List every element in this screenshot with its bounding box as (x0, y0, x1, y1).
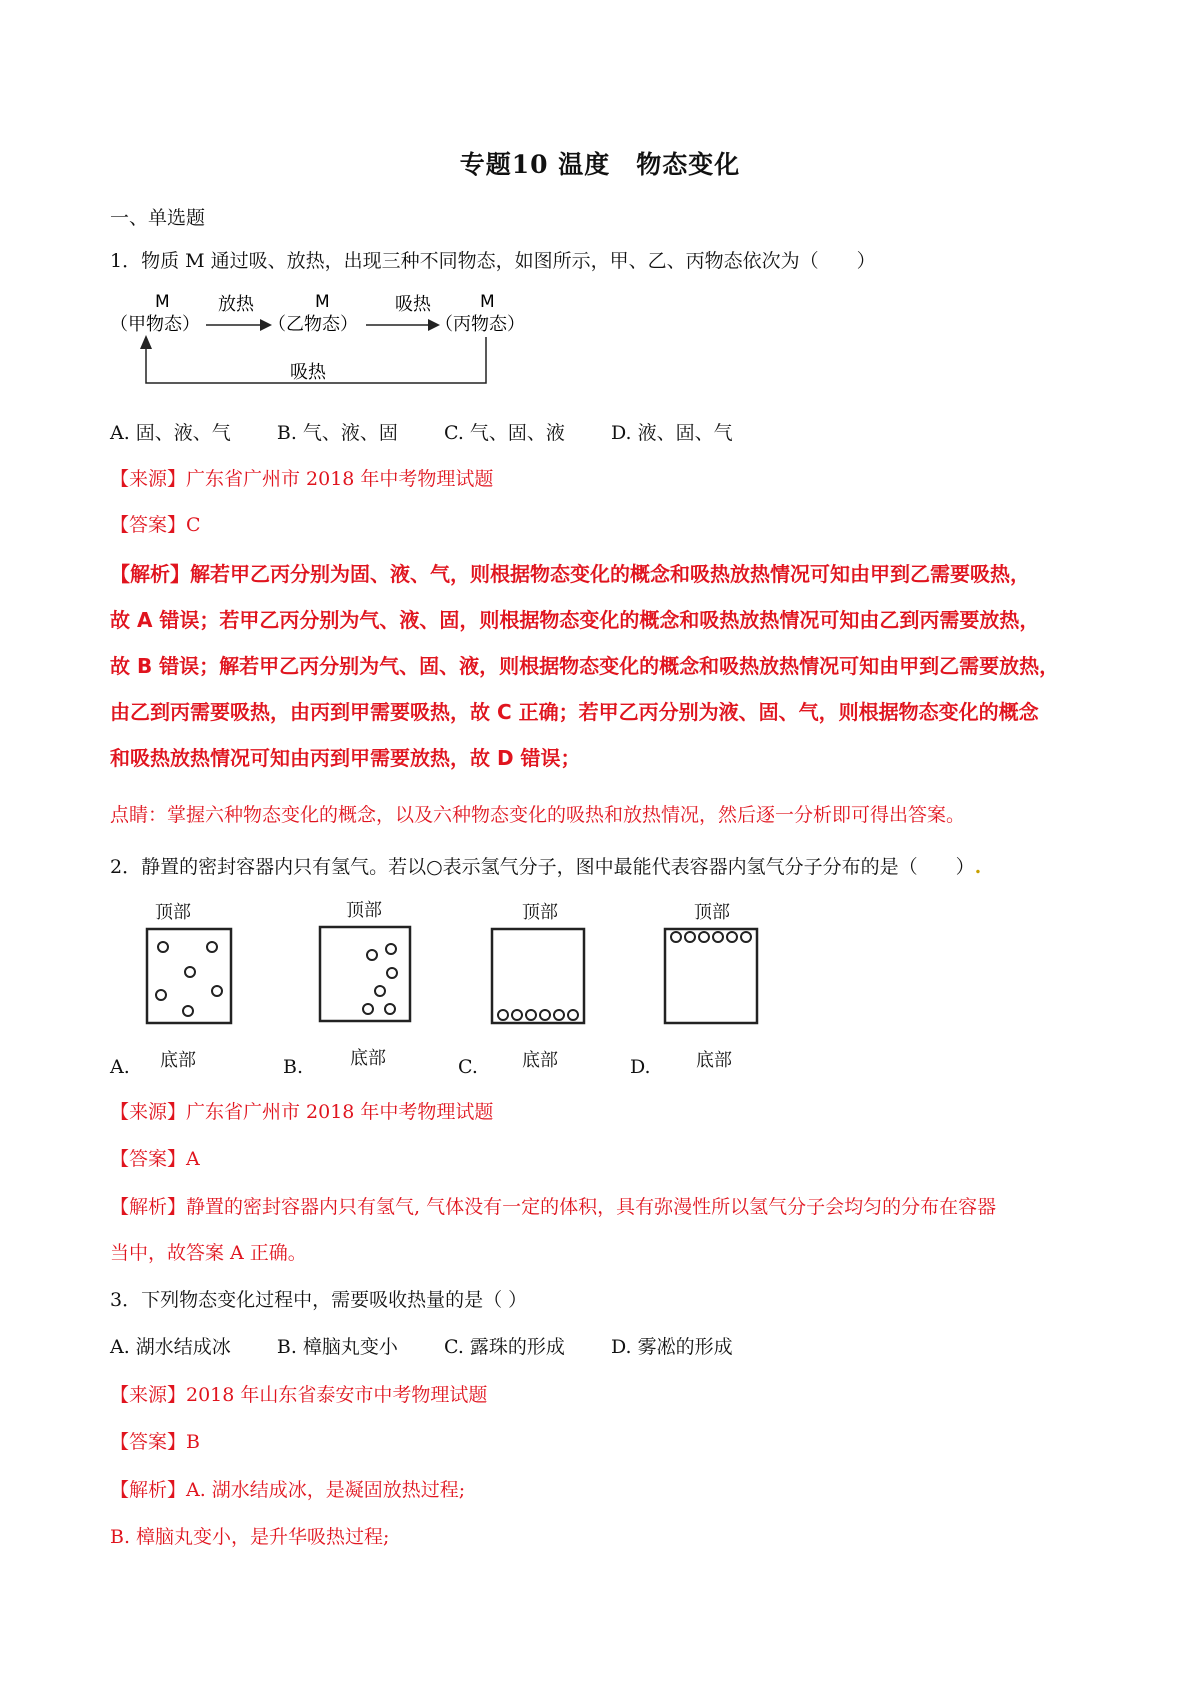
box-d-molecule (727, 932, 737, 942)
option-letter-b: B. (283, 1056, 304, 1078)
question-3-analysis-line-1: 【解析】A. 湖水结成冰，是凝固放热过程; (110, 1479, 466, 1501)
diagram-arrow-label-2: 吸热 (395, 294, 431, 315)
question-1-source: 【来源】广东省广州市 2018 年中考物理试题 (110, 468, 494, 490)
question-1-tip: 点睛：掌握六种物态变化的概念，以及六种物态变化的吸热和放热情况，然后逐一分析即可得出答案。 (110, 804, 966, 826)
question-2-stem (110, 852, 981, 879)
box-b-molecule (375, 986, 385, 996)
box-c-molecule (540, 1010, 550, 1020)
question-2-source: 【来源】广东省广州市 2018 年中考物理试题 (110, 1101, 494, 1123)
box-b-molecule (363, 1004, 373, 1014)
question-2-analysis-line-1: 【解析】静置的密封容器内只有氢气, 气体没有一定的体积，具有弥漫性所以氢气分子会均匀的分布在容器 (110, 1196, 997, 1218)
box-c-container (490, 927, 590, 1027)
box-c-molecule (498, 1010, 508, 1020)
box-b-bottom-label: 底部 (350, 1048, 386, 1069)
question-1-options (110, 418, 773, 445)
box-d-molecule (699, 932, 709, 942)
question-1-analysis-line-1: 【解析】解若甲乙丙分别为固、液、气，则根据物态变化的概念和吸热放热情况可知由甲到乙需要吸热， (110, 562, 1030, 586)
box-a-molecule (156, 990, 166, 1000)
option-b: B. 气、液、固 (276, 422, 398, 444)
page-title: 专题10 温度 物态变化 (459, 150, 741, 179)
option-a: A. 固、液、气 (110, 422, 231, 444)
box-d-container (663, 927, 763, 1027)
box-a-top-label: 顶部 (155, 902, 191, 923)
question-1-answer: 【答案】C (110, 514, 201, 536)
diagram-arrow-label-1: 放热 (218, 294, 254, 315)
question-1-analysis-line-2: 故 A 错误；若甲乙丙分别为气、液、固，则根据物态变化的概念和吸热放热情况可知由乙到丙需要放热， (110, 608, 1040, 632)
option-letter-d: D. (630, 1056, 651, 1078)
box-a-bottom-label: 底部 (160, 1050, 196, 1071)
option-a: A. 湖水结成冰 (110, 1336, 231, 1358)
diagram-m-1: M (155, 292, 170, 312)
option-c: C. 气、固、液 (443, 422, 565, 444)
box-b-molecule (387, 968, 397, 978)
box-c-molecule (526, 1010, 536, 1020)
question-3-analysis-line-2: B. 樟脑丸变小，是升华吸热过程; (110, 1526, 390, 1548)
option-c: C. 露珠的形成 (443, 1336, 565, 1358)
option-b: B. 樟脑丸变小 (276, 1336, 398, 1358)
question-3-options (110, 1332, 773, 1359)
box-d-molecule (671, 932, 681, 942)
option-letter-c: C. (458, 1056, 478, 1078)
question-2-analysis-line-2: 当中，故答案 A 正确。 (110, 1242, 307, 1264)
box-a-container (145, 927, 235, 1027)
question-1-analysis-line-4: 由乙到丙需要吸热，由丙到甲需要吸热，故 C 正确；若甲乙丙分别为液、固、气，则根据物态变化的概念 (110, 700, 1039, 724)
diagram-state-yi: （乙物态） (268, 314, 358, 335)
box-c-bottom-label: 底部 (522, 1050, 558, 1071)
phase-change-diagram (110, 285, 570, 405)
option-d: D. 雾凇的形成 (610, 1336, 733, 1358)
diagram-m-2: M (315, 292, 330, 312)
box-d-top-label: 顶部 (694, 902, 730, 923)
option-letter-a: A. (110, 1056, 130, 1078)
box-a-molecule (185, 967, 195, 977)
question-1-analysis-line-3: 故 B 错误；解若甲乙丙分别为气、固、液，则根据物态变化的概念和吸热放热情况可知由甲到乙需要放热， (110, 654, 1060, 678)
box-c-molecule (568, 1010, 578, 1020)
box-b-molecule (386, 944, 396, 954)
box-d-molecule (741, 932, 751, 942)
box-c-top-label: 顶部 (522, 902, 558, 923)
box-d-bottom-label: 底部 (696, 1050, 732, 1071)
diagram-m-3: M (480, 292, 495, 312)
box-d-molecule (713, 932, 723, 942)
box-b-molecule (385, 1004, 395, 1014)
question-3-stem: 3．下列物态变化过程中，需要吸收热量的是（ ） (110, 1289, 528, 1311)
question-1-stem: 1．物质 M 通过吸、放热，出现三种不同物态，如图所示，甲、乙、丙物态依次为（ ） (110, 250, 876, 272)
box-a-molecule (183, 1006, 193, 1016)
question-3-answer: 【答案】B (110, 1431, 200, 1453)
diagram-back-label: 吸热 (290, 362, 326, 383)
question-3-source: 【来源】2018 年山东省泰安市中考物理试题 (110, 1384, 488, 1406)
box-b-container (318, 925, 418, 1025)
diagram-state-bing: （丙物态） (435, 314, 525, 335)
option-d: D. 液、固、气 (610, 422, 733, 444)
question-2-stem-dot: . (974, 856, 982, 878)
box-b-top-label: 顶部 (346, 900, 382, 921)
box-d-molecule (685, 932, 695, 942)
box-c-molecule (554, 1010, 564, 1020)
question-2-answer: 【答案】A (110, 1148, 200, 1170)
box-a-molecule (207, 942, 217, 952)
section-heading: 一、单选题 (110, 207, 206, 229)
box-b-molecule (367, 950, 377, 960)
box-c-molecule (512, 1010, 522, 1020)
question-1-analysis-line-5: 和吸热放热情况可知由丙到甲需要放热，故 D 错误； (110, 746, 581, 770)
question-2-stem-text: 2．静置的密封容器内只有氢气。若以○表示氢气分子，图中最能代表容器内氢气分子分布的是（ ） (110, 856, 975, 878)
diagram-state-jia: （甲物态） (110, 314, 200, 335)
box-a-molecule (212, 986, 222, 996)
box-a-molecule (158, 942, 168, 952)
